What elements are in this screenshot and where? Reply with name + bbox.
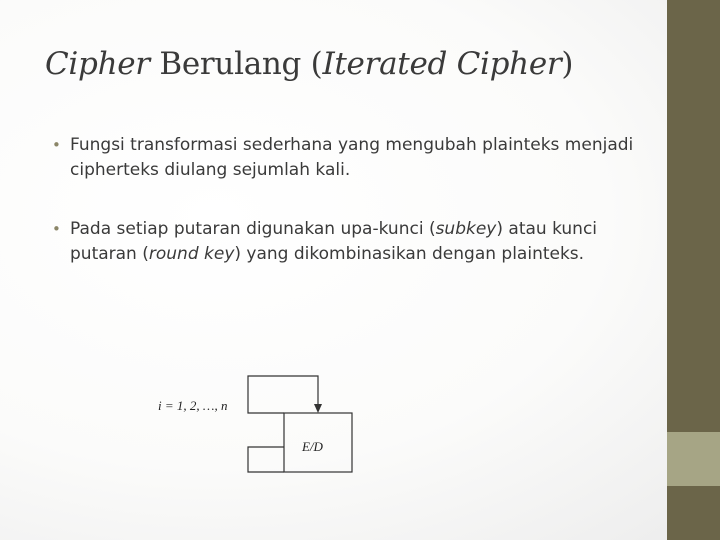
bullet-text-2-round-key: round key <box>148 244 235 264</box>
sidebar-accent-middle <box>667 432 720 486</box>
bullet-item-2 <box>52 217 652 267</box>
bullet-text-1: Fungsi transformasi sederhana yang mengubah plainteks menjadi cipherteks diulang sejumlah kali. <box>70 135 634 180</box>
ed-box-label: E/D <box>302 439 323 454</box>
bullet-dot-icon: • <box>52 220 61 238</box>
iterated-cipher-diagram <box>150 368 370 480</box>
title-berulang: Berulang ( <box>149 46 323 82</box>
slide-title <box>45 46 655 82</box>
diagram-svg <box>150 368 370 480</box>
bullet-dot-icon: • <box>52 136 61 154</box>
bullet-text-2-mid: ) atau kunci putaran ( <box>70 219 598 264</box>
loop-index-label: i = 1, 2, …, n <box>158 398 228 413</box>
bullet-list <box>52 133 652 301</box>
bullet-item-1 <box>52 133 652 183</box>
title-close-paren: ) <box>561 46 574 82</box>
bullet-text-2-subkey: subkey <box>435 219 497 239</box>
loop-path-top <box>248 376 318 413</box>
title-cipher: Cipher <box>45 46 150 82</box>
arrow-head-icon <box>314 404 322 413</box>
bullet-text-2-pre: Pada setiap putaran digunakan upa-kunci ( <box>70 219 436 239</box>
bullet-text-2-post: ) yang dikombinasikan dengan plainteks. <box>234 244 585 264</box>
sidebar-accent-top <box>667 0 720 432</box>
sidebar-accent-bottom <box>667 486 720 540</box>
title-iterated-cipher: Iterated Cipher <box>322 46 562 82</box>
loop-path-bottom <box>248 447 284 472</box>
